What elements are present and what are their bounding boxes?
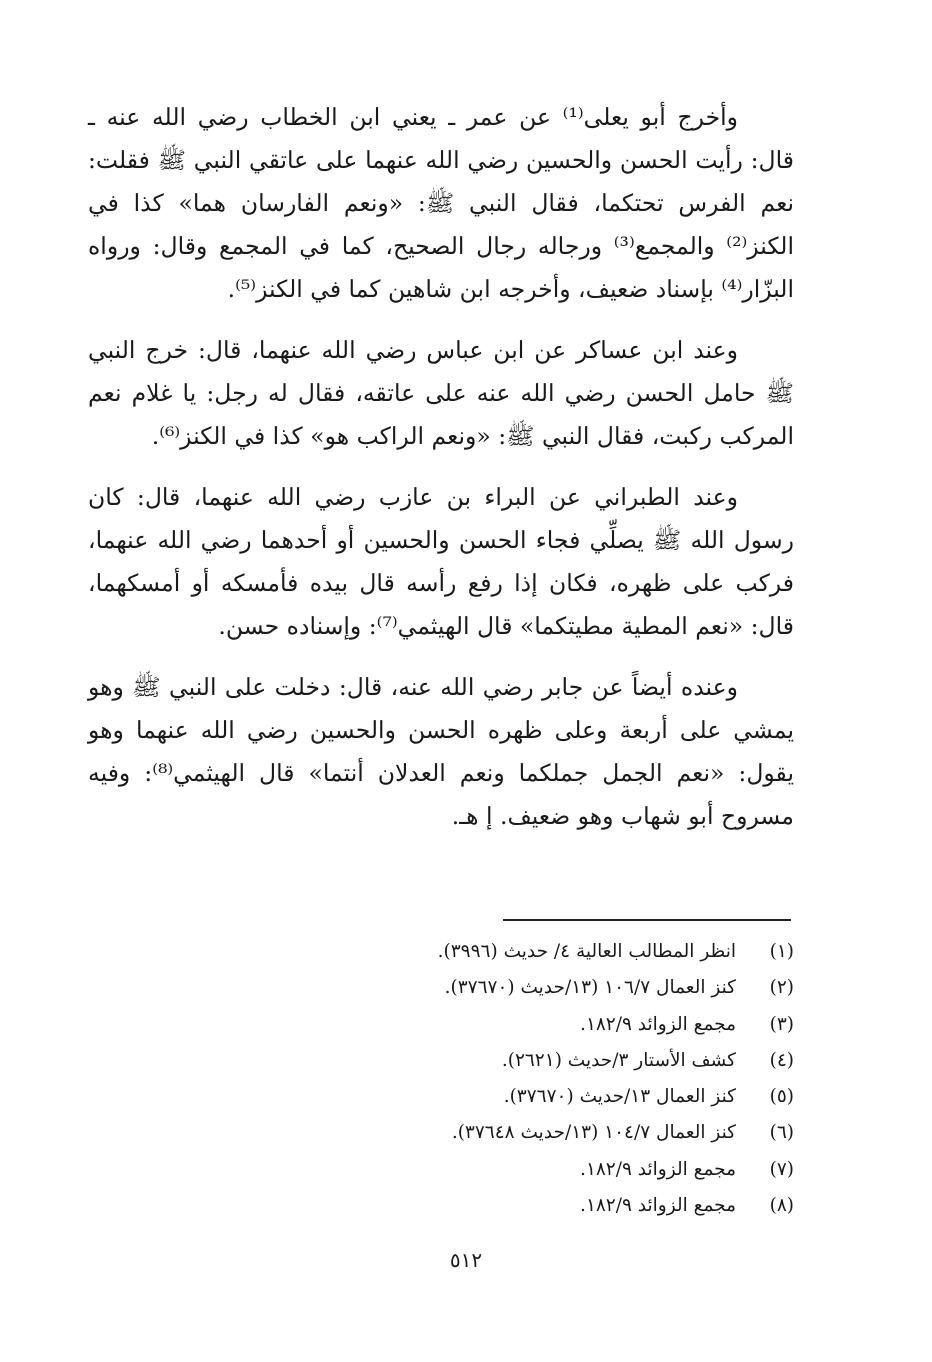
page-number: ٥١٢	[449, 1248, 483, 1272]
footnote-number: (٣)	[769, 1013, 794, 1035]
footnote-8	[360, 1188, 794, 1224]
main-text	[88, 96, 794, 856]
footnote-text: مجمع الزوائد ١٨٢/٩.	[580, 1158, 736, 1180]
footnote-4	[360, 1043, 794, 1079]
footnote-number: (١)	[769, 941, 794, 962]
paragraph-4: وعنده أيضاً عن جابر رضي الله عنه، قال: دخلت على النبي ﷺ وهو يمشي على أربعة وعلى ظهره الحسن والحسين رضي الله عنهما وهو يقول: «نعم الجمل جملكما ونعم العدلان أنتما» قال الهيثمي⁽⁸⁾: وفيه مسروح أبو شهاب وهو ضعيف. إ هـ.	[88, 673, 794, 830]
paragraph-3: وعند الطبراني عن البراء بن عازب رضي الله عنهما، قال: كان رسول الله ﷺ يصلِّي فجاء الحسن والحسين أو أحدهما رضي الله عنهما، فركب على ظهره، فكان إذا رفع رأسه قال بيده فأمسكه أو أمسكهما، قال: «نعم المطية مطيتكما» قال الهيثمي⁽⁷⁾: وإسناده حسن.	[88, 483, 794, 640]
footnote-number: (٧)	[769, 1158, 794, 1180]
footnote-text: مجمع الزوائد ١٨٢/٩.	[580, 1013, 736, 1035]
footnote-divider	[503, 919, 791, 921]
footnote-1	[360, 934, 794, 970]
footnote-number: (٦)	[769, 1122, 794, 1144]
footnote-3	[360, 1007, 794, 1043]
footnote-2	[360, 970, 794, 1006]
footnote-text: كنز العمال ١٣/حديث (٣٧٦٧٠).	[503, 1086, 736, 1108]
footnote-6	[360, 1115, 794, 1151]
footnotes-list	[360, 934, 794, 1224]
footnote-7	[360, 1152, 794, 1188]
footnote-5	[360, 1079, 794, 1115]
footnote-text: كنز العمال ١٠٤/٧ (١٣/حديث ٣٧٦٤٨).	[451, 1122, 736, 1144]
paragraph-2: وعند ابن عساكر عن ابن عباس رضي الله عنهما، قال: خرج النبي ﷺ حامل الحسن رضي الله عنه على عاتقه، فقال له رجل: يا غلام نعم المركب ركبت، فقال النبي ﷺ: «ونعم الراكب هو» كذا في الكنز⁽⁶⁾.	[88, 336, 794, 450]
footnote-number: (٤)	[769, 1049, 794, 1071]
paragraph-1: وأخرج أبو يعلى⁽¹⁾ عن عمر ـ يعني ابن الخطاب رضي الله عنه ـ قال: رأيت الحسن والحسين رضي الله عنهما على عاتقي النبي ﷺ فقلت: نعم الفرس تحتكما، فقال النبي ﷺ: «ونعم الفارسان هما» كذا في الكنز⁽²⁾ والمجمع⁽³⁾ ورجاله رجال الصحيح، كما في المجمع وقال: ورواه البزّار⁽⁴⁾ بإسناد ضعيف، وأخرجه ابن شاهين كما في الكنز⁽⁵⁾.	[88, 103, 794, 303]
footnote-number: (٥)	[769, 1086, 794, 1108]
footnote-text: مجمع الزوائد ١٨٢/٩.	[580, 1195, 736, 1217]
footnote-number: (٨)	[769, 1195, 794, 1217]
footnote-number: (٢)	[769, 977, 794, 999]
footnote-text: انظر المطالب العالية ٤/ حديث (٣٩٩٦).	[437, 941, 736, 962]
footnote-text: كنز العمال ١٠٦/٧ (١٣/حديث (٣٧٦٧٠).	[444, 977, 736, 999]
footnote-text: كشف الأستار ٣/حديث (٢٦٢١).	[501, 1049, 736, 1071]
